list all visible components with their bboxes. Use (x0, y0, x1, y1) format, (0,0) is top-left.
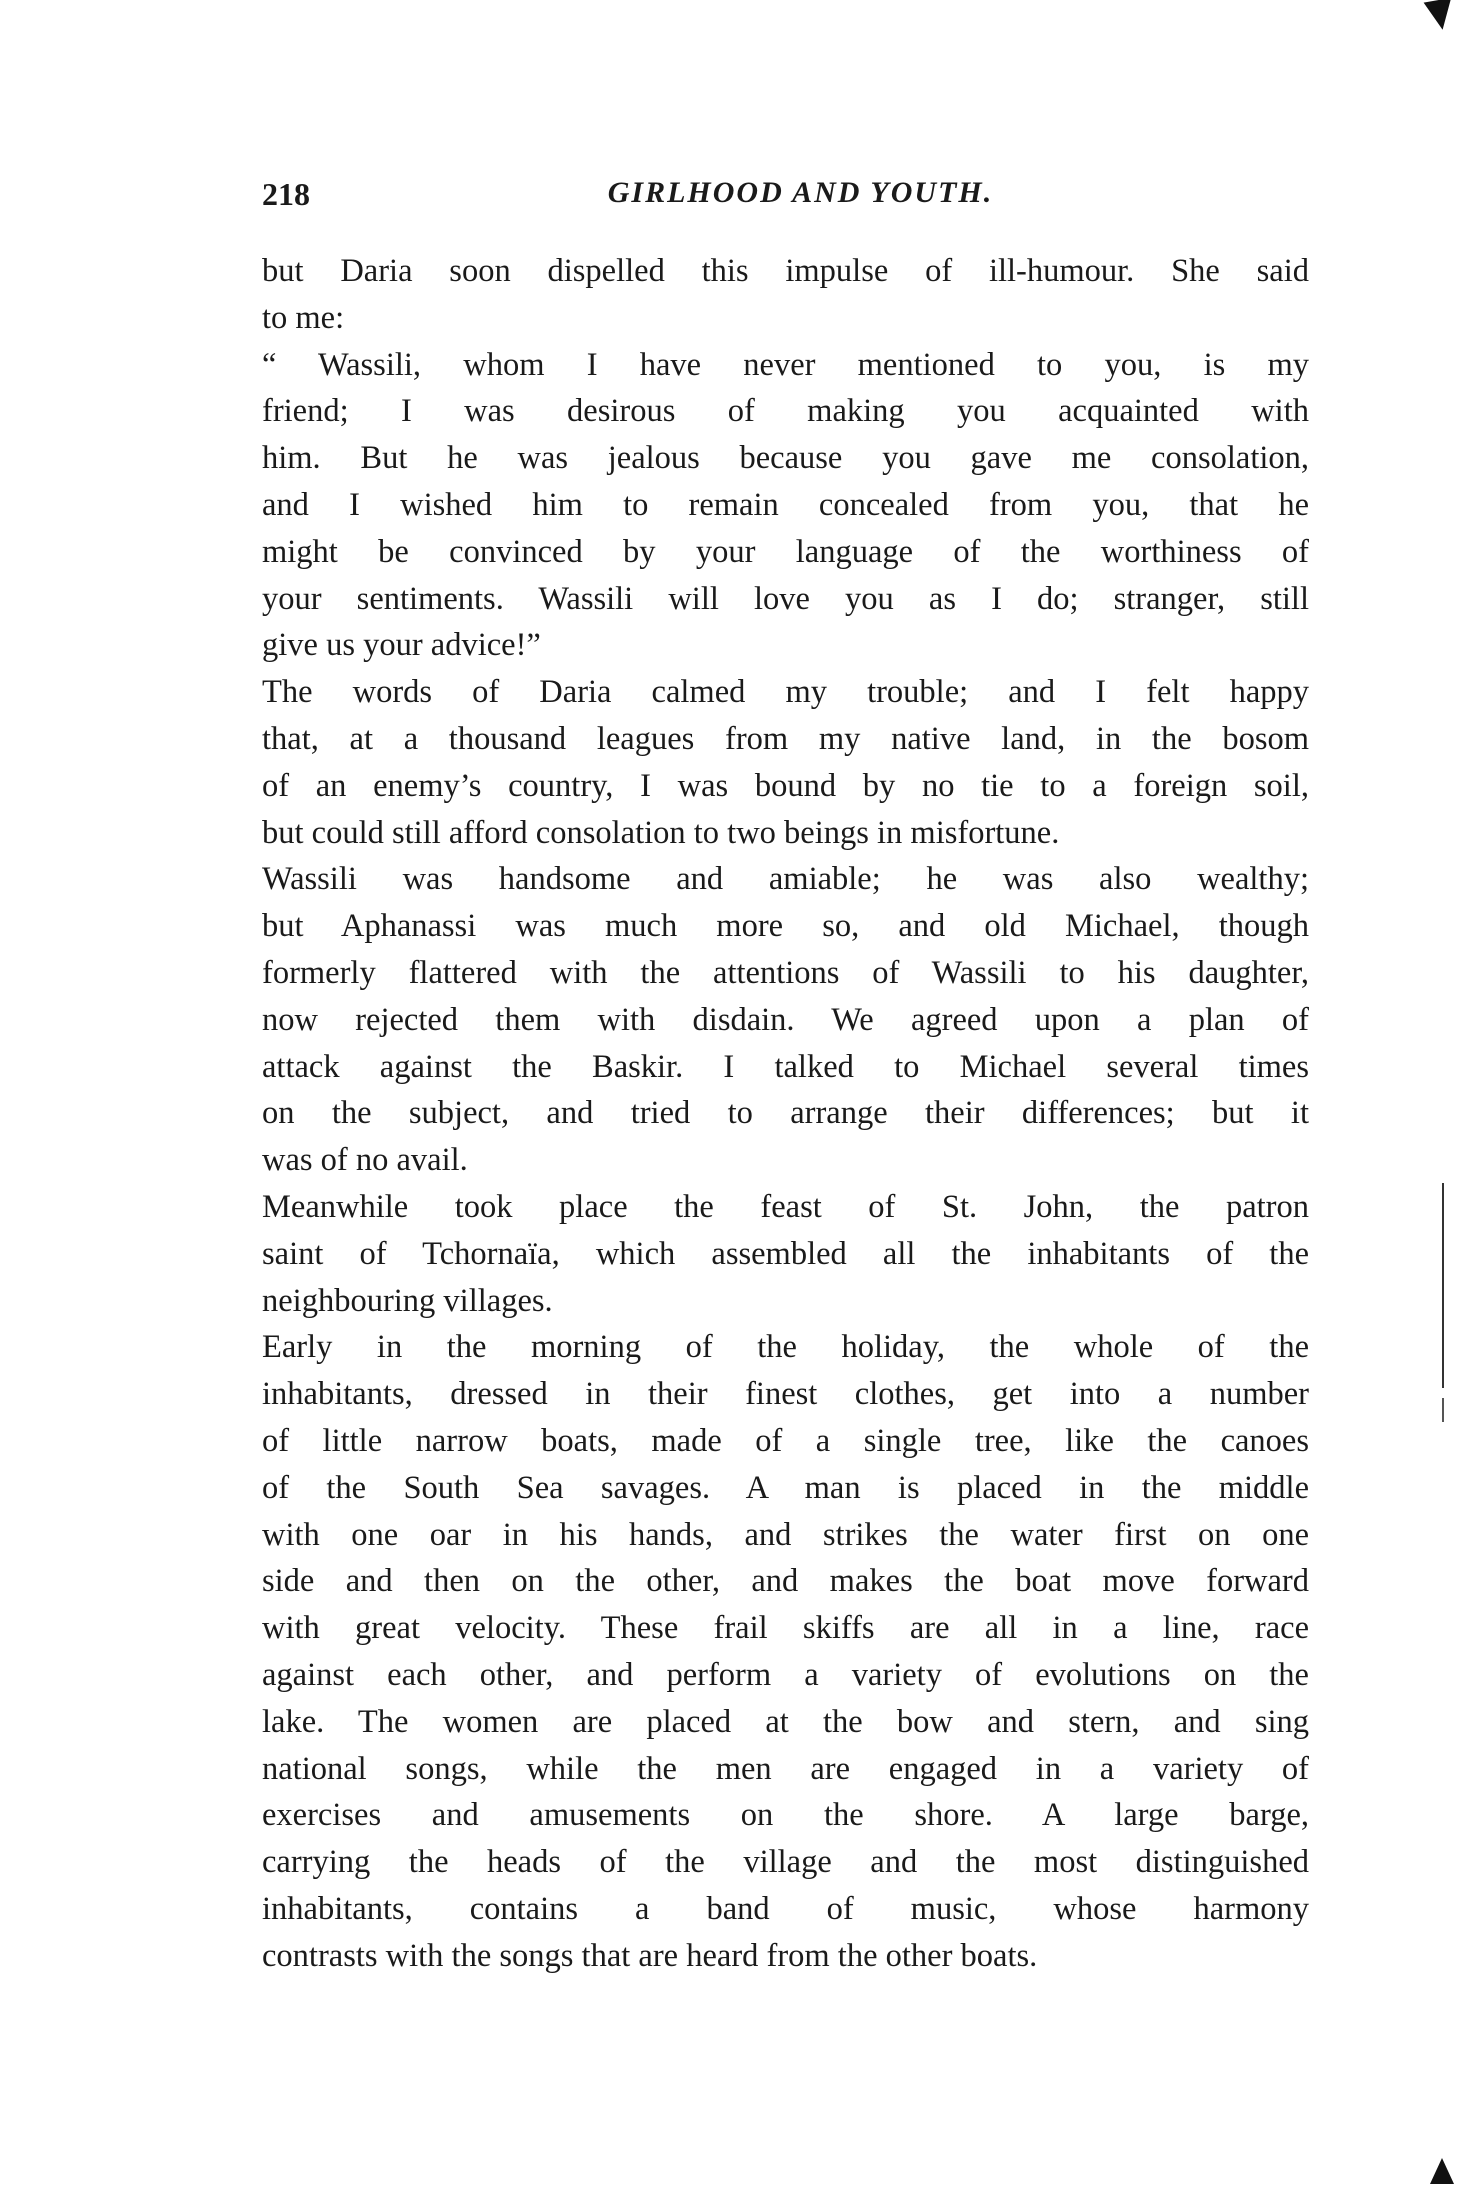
text-line: that, at a thousand leagues from my native land, in the bosom (262, 720, 1309, 757)
text-line: neighbouring villages. (262, 1282, 553, 1319)
text-line: with great velocity. These frail skiffs are all in a line, race (262, 1610, 1309, 1647)
text-line: exercises and amusements on the shore. A large barge, (262, 1797, 1309, 1834)
text-line: attack against the Baskir. I talked to Michael several times (262, 1048, 1309, 1085)
text-line: but Aphanassi was much more so, and old Michael, though (262, 908, 1309, 945)
paragraph (262, 856, 1309, 1184)
text-line: your sentiments. Wassili will love you as I do; stranger, still (262, 580, 1309, 617)
text-line: to me: (262, 299, 345, 336)
text-line: inhabitants, contains a band of music, whose harmony (262, 1890, 1309, 1927)
text-line: but could still afford consolation to two beings in misfortune. (262, 814, 1060, 851)
scan-margin-line (1442, 1398, 1444, 1422)
body-text (262, 248, 1309, 1979)
text-line: was of no avail. (262, 1142, 468, 1179)
text-line: and I wished him to remain concealed from you, that he (262, 486, 1309, 523)
text-line: now rejected them with disdain. We agreed upon a plan of (262, 1001, 1309, 1038)
text-line: with one oar in his hands, and strikes the water first on one (262, 1516, 1309, 1553)
paragraph (262, 342, 1309, 670)
corner-mark-icon (1430, 2158, 1454, 2184)
text-line: The words of Daria calmed my trouble; and I felt happy (262, 674, 1309, 711)
text-line: give us your advice!” (262, 627, 541, 664)
text-line: Meanwhile took place the feast of St. John, the patron (262, 1188, 1309, 1225)
text-line: Early in the morning of the holiday, the whole of the (262, 1329, 1309, 1366)
paragraph (262, 248, 1309, 342)
text-line: contrasts with the songs that are heard from the other boats. (262, 1937, 1038, 1974)
corner-mark-icon (1424, 0, 1457, 32)
text-line: inhabitants, dressed in their finest clothes, get into a number (262, 1376, 1309, 1413)
text-line: national songs, while the men are engaged in a variety of (262, 1750, 1309, 1787)
text-line: friend; I was desirous of making you acquainted with (262, 393, 1309, 430)
text-line: saint of Tchornaïa, which assembled all the inhabitants of the (262, 1235, 1309, 1272)
paragraph (262, 1184, 1309, 1324)
text-line: but Daria soon dispelled this impulse of ill-humour. She said (262, 253, 1309, 289)
text-line: formerly flattered with the attentions of Wassili to his daughter, (262, 954, 1309, 991)
scan-margin-line (1442, 1183, 1444, 1388)
text-line: of the South Sea savages. A man is placed in the middle (262, 1469, 1309, 1506)
running-title: GIRLHOOD AND YOUTH. (607, 176, 994, 209)
text-line: against each other, and perform a variety of evolutions on the (262, 1656, 1309, 1693)
text-line: of an enemy’s country, I was bound by no tie to a foreign soil, (262, 767, 1309, 804)
page-header (262, 176, 1309, 220)
text-line: side and then on the other, and makes the boat move forward (262, 1563, 1309, 1600)
text-line: of little narrow boats, made of a single tree, like the canoes (262, 1422, 1309, 1459)
text-line: on the subject, and tried to arrange their differences; but it (262, 1095, 1309, 1132)
text-line: lake. The women are placed at the bow and stern, and sing (262, 1703, 1309, 1740)
text-line: “ Wassili, whom I have never mentioned to you, is my (262, 346, 1309, 383)
text-line: Wassili was handsome and amiable; he was also wealthy; (262, 861, 1309, 898)
text-line: might be convinced by your language of the worthiness of (262, 533, 1309, 570)
text-line: him. But he was jealous because you gave me consolation, (262, 440, 1309, 477)
paragraph (262, 1324, 1309, 1979)
text-line: carrying the heads of the village and the most distinguished (262, 1844, 1309, 1881)
page-number: 218 (262, 176, 310, 212)
paragraph (262, 669, 1309, 856)
